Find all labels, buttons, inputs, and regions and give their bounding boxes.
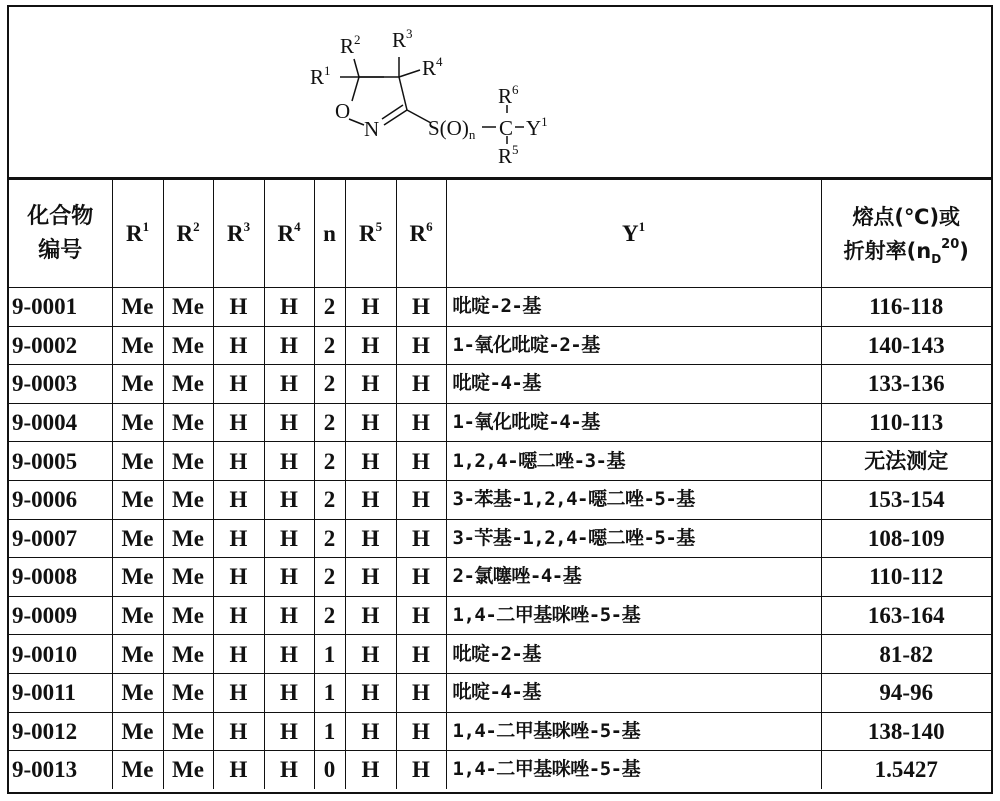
table-row	[9, 751, 991, 789]
cell-r5: H	[345, 326, 396, 365]
cell-melting-point: 无法测定	[821, 442, 991, 481]
cell-r3: H	[213, 751, 264, 789]
cell-n: 2	[314, 558, 345, 597]
cell-r4: H	[264, 480, 314, 519]
table-row	[9, 558, 991, 597]
cell-compound-id: 9-0008	[9, 558, 112, 597]
cell-n: 1	[314, 673, 345, 712]
cell-r6: H	[396, 596, 446, 635]
cell-r2: Me	[163, 365, 213, 404]
label-r6: $R^6$	[498, 82, 519, 108]
cell-r3: H	[213, 519, 264, 558]
header-r4: $R^4$	[264, 180, 314, 288]
cell-compound-id: 9-0009	[9, 596, 112, 635]
cell-r2: Me	[163, 712, 213, 751]
cell-r4: H	[264, 635, 314, 674]
cell-r4: H	[264, 712, 314, 751]
cell-melting-point: 94-96	[821, 673, 991, 712]
cell-n: 1	[314, 712, 345, 751]
label-r4: $R^4$	[422, 54, 443, 80]
header-r1: $R^1$	[112, 180, 163, 288]
cell-r1: Me	[112, 480, 163, 519]
cell-compound-id: 9-0003	[9, 365, 112, 404]
table-row	[9, 326, 991, 365]
table-row	[9, 288, 991, 327]
cell-y1: 1-氧化吡啶-2-基	[446, 326, 821, 365]
compound-data-table	[9, 179, 991, 789]
cell-compound-id: 9-0005	[9, 442, 112, 481]
cell-r3: H	[213, 480, 264, 519]
header-compound-no-line1: 化合物	[27, 203, 94, 229]
cell-r4: H	[264, 326, 314, 365]
cell-r5: H	[345, 712, 396, 751]
cell-r4: H	[264, 596, 314, 635]
cell-r6: H	[396, 635, 446, 674]
cell-melting-point: 116-118	[821, 288, 991, 327]
cell-r1: Me	[112, 403, 163, 442]
label-n: N	[364, 117, 380, 141]
table-row	[9, 442, 991, 481]
cell-melting-point: 110-112	[821, 558, 991, 597]
cell-r2: Me	[163, 673, 213, 712]
table-row	[9, 519, 991, 558]
cell-r5: H	[345, 403, 396, 442]
cell-r4: H	[264, 403, 314, 442]
cell-melting-point: 163-164	[821, 596, 991, 635]
cell-y1: 1,4-二甲基咪唑-5-基	[446, 751, 821, 789]
cell-r6: H	[396, 480, 446, 519]
cell-compound-id: 9-0002	[9, 326, 112, 365]
cell-r6: H	[396, 558, 446, 597]
cell-r2: Me	[163, 326, 213, 365]
cell-y1: 3-苯基-1,2,4-噁二唑-5-基	[446, 480, 821, 519]
cell-y1: 1,4-二甲基咪唑-5-基	[446, 596, 821, 635]
label-r1: $R^1$	[310, 63, 331, 89]
header-r5: $R^5$	[345, 180, 396, 288]
cell-r1: Me	[112, 326, 163, 365]
cell-r5: H	[345, 480, 396, 519]
cell-r1: Me	[112, 712, 163, 751]
cell-r1: Me	[112, 596, 163, 635]
label-y1: $Y^1$	[526, 114, 548, 140]
header-compound-no-line2: 编号	[38, 237, 83, 263]
cell-r5: H	[345, 558, 396, 597]
cell-y1: 2-氯噻唑-4-基	[446, 558, 821, 597]
table-row	[9, 365, 991, 404]
isoxazoline-structure-diagram	[274, 13, 574, 175]
cell-r5: H	[345, 442, 396, 481]
cell-y1: 吡啶-2-基	[446, 635, 821, 674]
cell-y1: 吡啶-2-基	[446, 288, 821, 327]
cell-r3: H	[213, 442, 264, 481]
header-melting-point	[821, 180, 991, 288]
cell-n: 2	[314, 403, 345, 442]
bond-r2	[354, 59, 359, 77]
compound-table-sheet	[7, 5, 993, 794]
cell-r5: H	[345, 519, 396, 558]
cell-r5: H	[345, 751, 396, 789]
cell-r6: H	[396, 519, 446, 558]
cell-r1: Me	[112, 365, 163, 404]
label-r5: $R^5$	[498, 142, 519, 168]
cell-r4: H	[264, 442, 314, 481]
cell-n: 2	[314, 442, 345, 481]
cell-y1: 3-苄基-1,2,4-噁二唑-5-基	[446, 519, 821, 558]
cell-r4: H	[264, 751, 314, 789]
cell-compound-id: 9-0007	[9, 519, 112, 558]
cell-r5: H	[345, 596, 396, 635]
cell-compound-id: 9-0012	[9, 712, 112, 751]
cell-r5: H	[345, 288, 396, 327]
structure-formula-panel	[9, 7, 991, 179]
cell-n: 0	[314, 751, 345, 789]
header-mp-line2: 折射率$(n_D^{20})$	[843, 236, 969, 266]
cell-compound-id: 9-0011	[9, 673, 112, 712]
cell-r3: H	[213, 558, 264, 597]
cell-y1: 1,2,4-噁二唑-3-基	[446, 442, 821, 481]
header-row	[9, 180, 991, 288]
cell-r6: H	[396, 712, 446, 751]
header-r6: $R^6$	[396, 180, 446, 288]
cell-r5: H	[345, 365, 396, 404]
bond-c5-o	[352, 77, 359, 101]
header-compound-no	[9, 180, 112, 288]
cell-r2: Me	[163, 403, 213, 442]
cell-y1: 1,4-二甲基咪唑-5-基	[446, 712, 821, 751]
cell-r6: H	[396, 442, 446, 481]
bond-o-n	[349, 119, 364, 125]
cell-compound-id: 9-0010	[9, 635, 112, 674]
cell-r2: Me	[163, 442, 213, 481]
cell-r2: Me	[163, 635, 213, 674]
cell-r2: Me	[163, 480, 213, 519]
header-y1: $Y^1$	[446, 180, 821, 288]
header-r3: $R^3$	[213, 180, 264, 288]
cell-r1: Me	[112, 635, 163, 674]
cell-n: 2	[314, 596, 345, 635]
header-mp-line1: 熔点(℃)或	[852, 204, 961, 229]
cell-r6: H	[396, 403, 446, 442]
cell-r6: H	[396, 288, 446, 327]
cell-r6: H	[396, 673, 446, 712]
cell-melting-point: 133-136	[821, 365, 991, 404]
cell-n: 2	[314, 480, 345, 519]
table-row	[9, 403, 991, 442]
cell-r3: H	[213, 365, 264, 404]
cell-compound-id: 9-0013	[9, 751, 112, 789]
cell-compound-id: 9-0001	[9, 288, 112, 327]
cell-compound-id: 9-0004	[9, 403, 112, 442]
cell-r6: H	[396, 365, 446, 404]
cell-r1: Me	[112, 288, 163, 327]
cell-r3: H	[213, 403, 264, 442]
cell-r2: Me	[163, 519, 213, 558]
label-r2: $R^2$	[340, 32, 361, 58]
cell-y1: 吡啶-4-基	[446, 673, 821, 712]
cell-n: 2	[314, 365, 345, 404]
cell-r1: Me	[112, 519, 163, 558]
bond-r4	[399, 70, 420, 77]
cell-r4: H	[264, 673, 314, 712]
cell-r1: Me	[112, 558, 163, 597]
cell-r3: H	[213, 673, 264, 712]
cell-r5: H	[345, 673, 396, 712]
cell-r2: Me	[163, 596, 213, 635]
cell-r4: H	[264, 558, 314, 597]
cell-r1: Me	[112, 442, 163, 481]
table-row	[9, 635, 991, 674]
cell-y1: 1-氧化吡啶-4-基	[446, 403, 821, 442]
cell-r2: Me	[163, 751, 213, 789]
bond-c3-n	[384, 110, 407, 125]
cell-r3: H	[213, 326, 264, 365]
cell-melting-point: 108-109	[821, 519, 991, 558]
table-row	[9, 673, 991, 712]
label-r3: $R^3$	[392, 26, 413, 52]
cell-y1: 吡啶-4-基	[446, 365, 821, 404]
cell-r3: H	[213, 635, 264, 674]
cell-melting-point: 110-113	[821, 403, 991, 442]
table-row	[9, 480, 991, 519]
cell-n: 2	[314, 326, 345, 365]
cell-r5: H	[345, 635, 396, 674]
table-row	[9, 596, 991, 635]
cell-r2: Me	[163, 288, 213, 327]
cell-compound-id: 9-0006	[9, 480, 112, 519]
cell-r1: Me	[112, 673, 163, 712]
header-r2: $R^2$	[163, 180, 213, 288]
cell-r6: H	[396, 326, 446, 365]
label-c: C	[499, 116, 514, 140]
cell-melting-point: 140-143	[821, 326, 991, 365]
cell-r4: H	[264, 365, 314, 404]
cell-melting-point: 138-140	[821, 712, 991, 751]
cell-r3: H	[213, 288, 264, 327]
cell-r2: Me	[163, 558, 213, 597]
bond-c3-n-double	[382, 105, 403, 119]
cell-melting-point: 81-82	[821, 635, 991, 674]
cell-n: 2	[314, 519, 345, 558]
label-s-oxide: S(O)n	[428, 116, 476, 142]
cell-r6: H	[396, 751, 446, 789]
label-o: O	[335, 99, 351, 123]
cell-r1: Me	[112, 751, 163, 789]
cell-r3: H	[213, 712, 264, 751]
cell-r3: H	[213, 596, 264, 635]
cell-n: 2	[314, 288, 345, 327]
table-row	[9, 712, 991, 751]
cell-n: 1	[314, 635, 345, 674]
cell-r4: H	[264, 519, 314, 558]
cell-r4: H	[264, 288, 314, 327]
header-n: n	[314, 180, 345, 288]
cell-melting-point: 1.5427	[821, 751, 991, 789]
cell-melting-point: 153-154	[821, 480, 991, 519]
